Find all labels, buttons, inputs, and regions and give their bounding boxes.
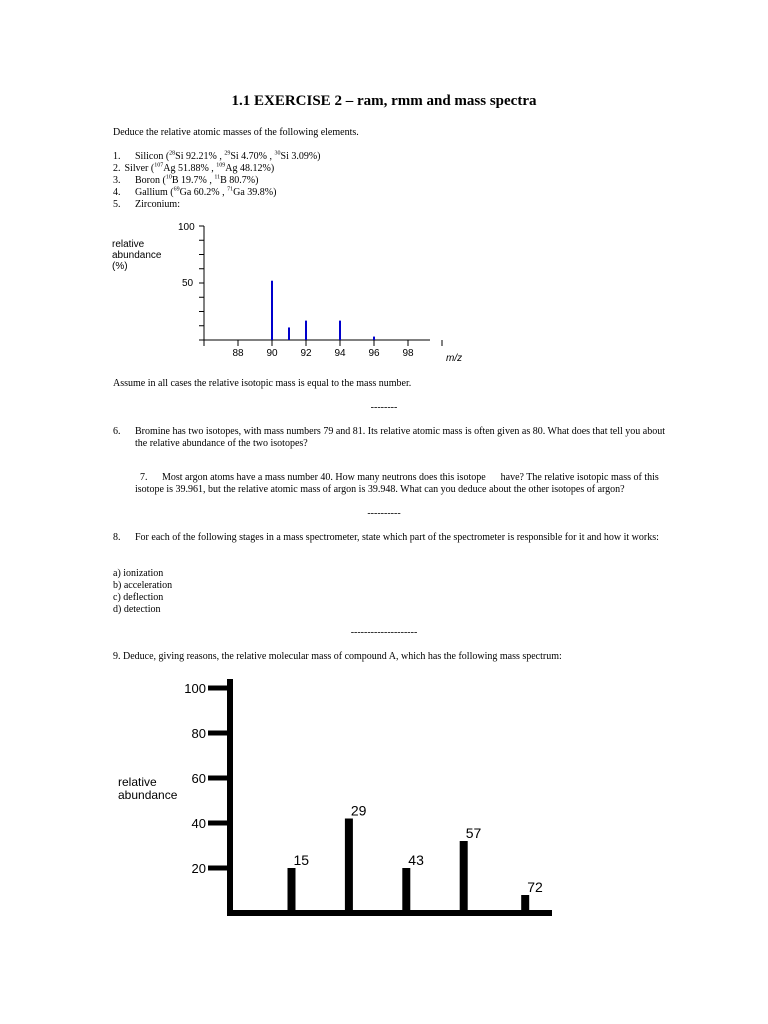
svg-text:relative: relative xyxy=(118,775,157,789)
spectrum-peak xyxy=(402,868,410,913)
y-tick-label-100: 100 xyxy=(178,222,195,233)
spectrum-peak xyxy=(345,819,353,914)
spectrum-peak xyxy=(339,321,341,340)
svg-text:abundance: abundance xyxy=(118,788,178,802)
peak-label: 29 xyxy=(350,802,367,819)
peak-label: 57 xyxy=(465,825,482,841)
assumption-text: Assume in all cases the relative isotopic mass is equal to the mass number. xyxy=(113,378,412,389)
svg-text:abundance: abundance xyxy=(112,250,162,261)
x-tick-label: 88 xyxy=(232,348,244,359)
svg-text:relative: relative xyxy=(112,239,145,250)
x-tick-label: 98 xyxy=(402,348,414,359)
list-item: a) ionization xyxy=(113,568,164,579)
question-9: 9. Deduce, giving reasons, the relative molecular mass of compound A, which has the following mass spectrum: xyxy=(113,651,562,662)
svg-text:(%): (%) xyxy=(112,261,128,272)
list-item: d) detection xyxy=(113,604,161,615)
x-tick-label: 92 xyxy=(300,348,312,359)
y-tick-label: 60 xyxy=(191,771,206,786)
spectrum-peak xyxy=(288,327,290,340)
page-title: 1.1 EXERCISE 2 – ram, rmm and mass spectra xyxy=(231,93,537,109)
list-item: 5. Zirconium: xyxy=(113,199,180,210)
list-item: b) acceleration xyxy=(113,580,173,591)
stage-list xyxy=(113,568,172,616)
x-tick-label: 94 xyxy=(334,348,346,359)
question-7: 7. Most argon atoms have a mass number 40. How many neutrons does this isotope have? The relative isotopic mass of this isotope is 39.961, but the relative atomic mass of argon is 39.948. What can you deduce about the other isotopes of argon? xyxy=(135,472,662,495)
separator: -------------------- xyxy=(350,627,418,638)
list-item: 1. Silicon ($^{28}$Si 92.21% , $^{29}$Si 4.70% , $^{30}$Si 3.09%) xyxy=(113,150,321,162)
list-item: c) deflection xyxy=(113,592,164,603)
y-tick-label: 100 xyxy=(184,681,206,696)
peak-label: 15 xyxy=(293,852,310,868)
y-axis-label xyxy=(112,239,162,272)
spectrum-peak xyxy=(288,868,296,913)
spectrum-peak xyxy=(373,337,375,340)
question-6: 6. Bromine has two isotopes, with mass numbers 79 and 81. Its relative atomic mass is often given as 80. What does that tell you about the relative abundance of the two isotopes? xyxy=(113,426,666,449)
spectrum-peak xyxy=(460,841,468,913)
spectrum-peak xyxy=(305,321,307,340)
spectrum-peak xyxy=(271,281,273,340)
peak-label: 43 xyxy=(408,852,424,868)
y-tick-label: 80 xyxy=(191,726,206,741)
x-tick-label: 96 xyxy=(368,348,380,359)
y-tick-label-50: 50 xyxy=(182,278,194,289)
intro-text: Deduce the relative atomic masses of the following elements. xyxy=(113,127,359,138)
compound-a-spectrum-chart xyxy=(100,670,570,930)
y-tick-label: 20 xyxy=(191,861,206,876)
peak-label: 72 xyxy=(527,879,543,895)
x-tick-label: 90 xyxy=(266,348,278,359)
list-item: 4. Gallium ($^{69}$Ga 60.2% , $^{71}$Ga 39.8%) xyxy=(113,186,277,198)
question-8: 8. For each of the following stages in a mass spectrometer, state which part of the spectrometer is responsible for it and how it works: xyxy=(113,532,659,543)
list-item: 2. Silver ($^{107}$Ag 51.88% , $^{109}$Ag 48.12%) xyxy=(113,162,275,174)
zirconium-spectrum-chart xyxy=(100,215,480,375)
y-tick-label: 40 xyxy=(191,816,206,831)
spectrum-peak xyxy=(521,895,529,913)
separator: ---------- xyxy=(367,508,401,519)
list-item: 3. Boron ($^{10}$B 19.7% , $^{11}$B 80.7%) xyxy=(113,174,259,186)
element-list xyxy=(113,151,321,211)
x-axis-label: m/z xyxy=(446,353,463,364)
y-axis-label xyxy=(118,775,178,802)
separator: -------- xyxy=(370,402,398,413)
